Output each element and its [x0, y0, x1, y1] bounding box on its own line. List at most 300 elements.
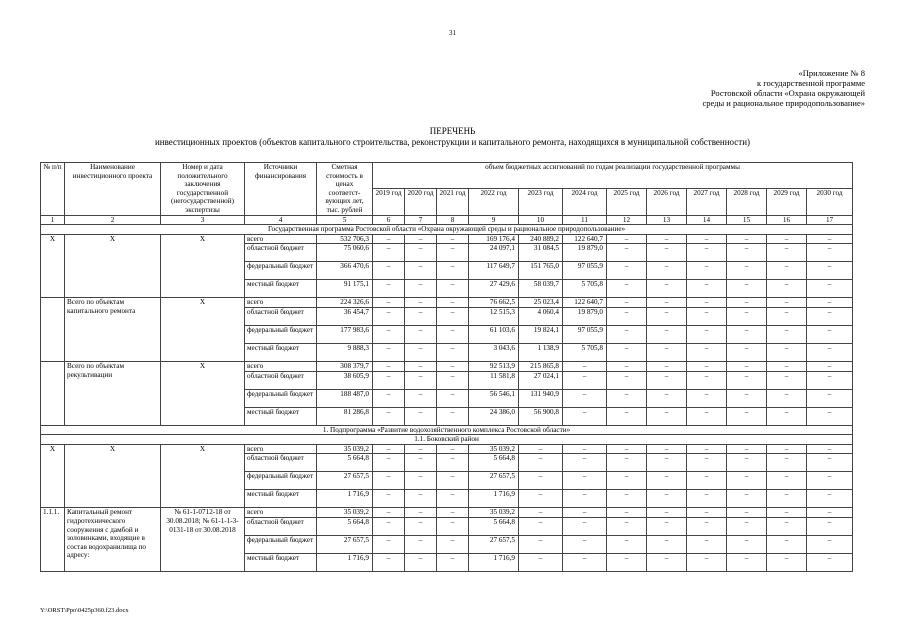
- amount-cell: –: [807, 454, 853, 472]
- amount-cell: –: [687, 361, 727, 371]
- amount-cell: –: [727, 389, 767, 407]
- amount-cell: –: [607, 472, 647, 490]
- amount-cell: –: [373, 280, 405, 298]
- project-name: Капитальный ремонт гидротехнического сооружения с дамбой и золовинками, входящие в состав водохранилища по адресу:: [65, 508, 161, 572]
- amount-cell: 19 879,0: [563, 244, 607, 262]
- expertise-info: Х: [161, 234, 245, 298]
- amount-cell: –: [373, 535, 405, 553]
- title-heading: ПЕРЕЧЕНЬ: [429, 126, 476, 136]
- expertise-info: Х: [161, 298, 245, 362]
- amount-cell: –: [647, 517, 687, 535]
- header-num: № п/п: [41, 163, 65, 216]
- header-year: 2023 год: [519, 189, 563, 215]
- file-path-footer: Y:\ORST\Ppo\0425p360.f23.docx: [40, 607, 129, 614]
- header-year: 2020 год: [405, 189, 437, 215]
- amount-cell: –: [727, 535, 767, 553]
- amount-cell: –: [437, 553, 469, 571]
- amount-cell: 532 706,3: [317, 234, 373, 244]
- table-row: [41, 444, 853, 454]
- amount-cell: –: [405, 535, 437, 553]
- amount-cell: –: [767, 244, 807, 262]
- amount-cell: 35 039,2: [469, 508, 519, 518]
- amount-cell: 11 581,8: [469, 371, 519, 389]
- amount-cell: –: [647, 553, 687, 571]
- amount-cell: –: [437, 490, 469, 508]
- amount-cell: 27 024,1: [519, 371, 563, 389]
- header-year: 2021 год: [437, 189, 469, 215]
- amount-cell: –: [373, 508, 405, 518]
- amount-cell: –: [563, 407, 607, 425]
- amount-cell: –: [727, 307, 767, 325]
- amount-cell: –: [647, 234, 687, 244]
- amount-cell: –: [437, 389, 469, 407]
- amount-cell: –: [405, 517, 437, 535]
- expertise-info: № 61-1-0712-18 от 30.08.2018; № 61-1-1-3-0131-18 от 30.08.2018: [161, 508, 245, 572]
- amount-cell: 56 546,1: [469, 389, 519, 407]
- amount-cell: –: [405, 361, 437, 371]
- amount-cell: 5 664,8: [317, 517, 373, 535]
- amount-cell: –: [519, 517, 563, 535]
- amount-cell: 91 175,1: [317, 280, 373, 298]
- amount-cell: –: [647, 298, 687, 308]
- amount-cell: –: [373, 361, 405, 371]
- table-row: [41, 508, 853, 518]
- amount-cell: –: [607, 280, 647, 298]
- amount-cell: –: [563, 553, 607, 571]
- amount-cell: –: [373, 244, 405, 262]
- amount-cell: 38 605,9: [317, 371, 373, 389]
- amount-cell: 122 640,7: [563, 298, 607, 308]
- amount-cell: –: [373, 343, 405, 361]
- appendix-line: к государственной программе: [756, 78, 865, 88]
- amount-cell: –: [405, 553, 437, 571]
- column-number: 1: [41, 215, 65, 225]
- funding-source: федеральный бюджет: [245, 472, 317, 490]
- amount-cell: –: [807, 535, 853, 553]
- amount-cell: –: [687, 517, 727, 535]
- amount-cell: –: [563, 517, 607, 535]
- column-number: 7: [405, 215, 437, 225]
- amount-cell: –: [437, 325, 469, 343]
- amount-cell: –: [727, 472, 767, 490]
- investment-projects-table: [40, 162, 853, 572]
- amount-cell: –: [727, 371, 767, 389]
- column-number: 10: [519, 215, 563, 225]
- amount-cell: –: [607, 454, 647, 472]
- subprogram-title-row: [41, 425, 853, 435]
- amount-cell: –: [647, 389, 687, 407]
- amount-cell: 27 657,5: [469, 535, 519, 553]
- amount-cell: –: [767, 262, 807, 280]
- amount-cell: –: [647, 361, 687, 371]
- amount-cell: –: [373, 517, 405, 535]
- amount-cell: –: [373, 407, 405, 425]
- column-number: 16: [767, 215, 807, 225]
- amount-cell: 9 888,3: [317, 343, 373, 361]
- amount-cell: 151 765,0: [519, 262, 563, 280]
- amount-cell: –: [807, 517, 853, 535]
- amount-cell: –: [687, 444, 727, 454]
- amount-cell: –: [687, 262, 727, 280]
- amount-cell: –: [767, 325, 807, 343]
- amount-cell: 35 039,2: [469, 444, 519, 454]
- amount-cell: –: [727, 490, 767, 508]
- amount-cell: –: [807, 444, 853, 454]
- amount-cell: –: [607, 490, 647, 508]
- amount-cell: –: [437, 361, 469, 371]
- funding-source: всего: [245, 444, 317, 454]
- amount-cell: –: [767, 234, 807, 244]
- header-year: 2030 год: [807, 189, 853, 215]
- funding-source: всего: [245, 298, 317, 308]
- amount-cell: –: [437, 454, 469, 472]
- amount-cell: –: [607, 553, 647, 571]
- amount-cell: –: [437, 343, 469, 361]
- table-row: [41, 234, 853, 244]
- amount-cell: –: [807, 307, 853, 325]
- column-number: 11: [563, 215, 607, 225]
- amount-cell: –: [373, 234, 405, 244]
- amount-cell: –: [405, 325, 437, 343]
- amount-cell: –: [767, 298, 807, 308]
- amount-cell: –: [767, 371, 807, 389]
- amount-cell: –: [437, 472, 469, 490]
- amount-cell: –: [405, 490, 437, 508]
- amount-cell: –: [727, 361, 767, 371]
- amount-cell: –: [647, 407, 687, 425]
- amount-cell: –: [373, 262, 405, 280]
- amount-cell: –: [405, 343, 437, 361]
- amount-cell: –: [687, 389, 727, 407]
- amount-cell: 1 716,9: [317, 490, 373, 508]
- amount-cell: –: [767, 389, 807, 407]
- amount-cell: –: [687, 280, 727, 298]
- amount-cell: 224 326,6: [317, 298, 373, 308]
- expertise-info: Х: [161, 444, 245, 508]
- header-year: 2027 год: [687, 189, 727, 215]
- header-cost: Сметная стоимость в ценах соответст-вующих лет, тыс. рублей: [317, 163, 373, 216]
- amount-cell: 5 664,8: [469, 517, 519, 535]
- amount-cell: –: [607, 307, 647, 325]
- funding-source: областной бюджет: [245, 454, 317, 472]
- amount-cell: –: [437, 407, 469, 425]
- title-subheading: инвестиционных проектов (объектов капитального строительства, реконструкции и капитального ремонта, находящихся в муниципальной собственности): [154, 137, 751, 147]
- amount-cell: –: [373, 490, 405, 508]
- amount-cell: –: [807, 343, 853, 361]
- document-title: [0, 126, 905, 148]
- table-row: [41, 298, 853, 308]
- subprogram-title: 1. Подпрограмма «Развитие водохозяйственного комплекса Ростовской области»: [41, 425, 853, 435]
- amount-cell: –: [519, 508, 563, 518]
- funding-source: местный бюджет: [245, 280, 317, 298]
- amount-cell: –: [687, 535, 727, 553]
- amount-cell: –: [727, 298, 767, 308]
- amount-cell: –: [373, 553, 405, 571]
- amount-cell: –: [727, 454, 767, 472]
- funding-source: областной бюджет: [245, 371, 317, 389]
- amount-cell: –: [607, 298, 647, 308]
- project-name: Всего по объектам капитального ремонта: [65, 298, 161, 362]
- amount-cell: –: [519, 535, 563, 553]
- amount-cell: –: [607, 371, 647, 389]
- amount-cell: 58 039,7: [519, 280, 563, 298]
- amount-cell: –: [437, 517, 469, 535]
- amount-cell: –: [647, 325, 687, 343]
- amount-cell: –: [687, 343, 727, 361]
- amount-cell: –: [373, 298, 405, 308]
- amount-cell: 76 662,5: [469, 298, 519, 308]
- amount-cell: 3 043,6: [469, 343, 519, 361]
- column-number: 5: [317, 215, 373, 225]
- column-number: 9: [469, 215, 519, 225]
- amount-cell: –: [519, 444, 563, 454]
- amount-cell: –: [563, 508, 607, 518]
- appendix-line: «Приложение № 8: [798, 68, 865, 78]
- amount-cell: –: [437, 307, 469, 325]
- header-budget: объем бюджетных ассигнований по годам реализации государственной программы: [373, 163, 853, 189]
- amount-cell: 1 716,9: [317, 553, 373, 571]
- amount-cell: –: [727, 244, 767, 262]
- table-row: [41, 361, 853, 371]
- column-number: 14: [687, 215, 727, 225]
- amount-cell: –: [807, 298, 853, 308]
- amount-cell: –: [767, 343, 807, 361]
- project-name: Х: [65, 444, 161, 508]
- amount-cell: –: [647, 508, 687, 518]
- amount-cell: –: [519, 490, 563, 508]
- column-number: 4: [245, 215, 317, 225]
- district-title-row: [41, 435, 853, 445]
- amount-cell: 308 379,7: [317, 361, 373, 371]
- amount-cell: –: [607, 262, 647, 280]
- amount-cell: –: [767, 407, 807, 425]
- amount-cell: –: [607, 234, 647, 244]
- amount-cell: –: [563, 371, 607, 389]
- amount-cell: –: [437, 244, 469, 262]
- amount-cell: –: [807, 490, 853, 508]
- amount-cell: 169 176,4: [469, 234, 519, 244]
- amount-cell: –: [373, 307, 405, 325]
- amount-cell: –: [437, 298, 469, 308]
- amount-cell: 5 664,8: [317, 454, 373, 472]
- amount-cell: –: [807, 361, 853, 371]
- amount-cell: 19 824,1: [519, 325, 563, 343]
- amount-cell: –: [767, 508, 807, 518]
- funding-source: областной бюджет: [245, 307, 317, 325]
- amount-cell: –: [807, 407, 853, 425]
- amount-cell: –: [647, 371, 687, 389]
- amount-cell: 27 657,5: [317, 472, 373, 490]
- header-year: 2029 год: [767, 189, 807, 215]
- amount-cell: –: [563, 490, 607, 508]
- amount-cell: 35 039,2: [317, 444, 373, 454]
- amount-cell: –: [607, 535, 647, 553]
- amount-cell: 215 865,8: [519, 361, 563, 371]
- funding-source: местный бюджет: [245, 553, 317, 571]
- amount-cell: –: [687, 234, 727, 244]
- amount-cell: –: [687, 454, 727, 472]
- amount-cell: –: [437, 262, 469, 280]
- amount-cell: 35 039,2: [317, 508, 373, 518]
- district-title: 1.1. Боковский район: [41, 435, 853, 445]
- amount-cell: –: [519, 454, 563, 472]
- column-number: 8: [437, 215, 469, 225]
- amount-cell: 5 664,8: [469, 454, 519, 472]
- amount-cell: –: [687, 553, 727, 571]
- amount-cell: –: [727, 280, 767, 298]
- header-expertise: Номер и дата положительного заключения государственной (негосударственной) экспертизы: [161, 163, 245, 216]
- amount-cell: 24 097,1: [469, 244, 519, 262]
- amount-cell: –: [563, 535, 607, 553]
- funding-source: областной бюджет: [245, 244, 317, 262]
- amount-cell: –: [767, 361, 807, 371]
- amount-cell: –: [647, 280, 687, 298]
- page-number: 31: [449, 29, 456, 37]
- amount-cell: 117 649,7: [469, 262, 519, 280]
- project-number: [41, 298, 65, 362]
- header-year: 2028 год: [727, 189, 767, 215]
- appendix-header: [702, 68, 865, 108]
- amount-cell: –: [437, 535, 469, 553]
- funding-source: федеральный бюджет: [245, 389, 317, 407]
- amount-cell: –: [607, 343, 647, 361]
- amount-cell: –: [405, 454, 437, 472]
- amount-cell: –: [563, 472, 607, 490]
- appendix-line: Ростовской области «Охрана окружающей: [710, 88, 865, 98]
- amount-cell: –: [647, 444, 687, 454]
- amount-cell: –: [519, 553, 563, 571]
- appendix-line: среды и рациональное природопользование»: [702, 98, 865, 108]
- amount-cell: –: [563, 361, 607, 371]
- amount-cell: 31 084,5: [519, 244, 563, 262]
- column-number: 3: [161, 215, 245, 225]
- column-number: 17: [807, 215, 853, 225]
- amount-cell: –: [807, 371, 853, 389]
- funding-source: местный бюджет: [245, 490, 317, 508]
- amount-cell: –: [647, 343, 687, 361]
- amount-cell: –: [727, 508, 767, 518]
- funding-source: всего: [245, 361, 317, 371]
- amount-cell: –: [647, 472, 687, 490]
- amount-cell: 97 055,9: [563, 262, 607, 280]
- amount-cell: –: [405, 280, 437, 298]
- amount-cell: –: [687, 407, 727, 425]
- amount-cell: –: [727, 343, 767, 361]
- amount-cell: 97 055,9: [563, 325, 607, 343]
- amount-cell: –: [405, 371, 437, 389]
- amount-cell: –: [405, 307, 437, 325]
- amount-cell: –: [807, 389, 853, 407]
- amount-cell: –: [687, 325, 727, 343]
- amount-cell: 27 657,5: [469, 472, 519, 490]
- amount-cell: 366 470,6: [317, 262, 373, 280]
- project-number: [41, 361, 65, 425]
- amount-cell: –: [373, 454, 405, 472]
- project-name: Всего по объектам рекультивации: [65, 361, 161, 425]
- amount-cell: 1 138,9: [519, 343, 563, 361]
- amount-cell: 131 940,9: [519, 389, 563, 407]
- column-number: 12: [607, 215, 647, 225]
- project-name: Х: [65, 234, 161, 298]
- amount-cell: –: [437, 371, 469, 389]
- amount-cell: –: [519, 472, 563, 490]
- header-year: 2019 год: [373, 189, 405, 215]
- amount-cell: –: [727, 407, 767, 425]
- funding-source: федеральный бюджет: [245, 325, 317, 343]
- amount-cell: –: [807, 508, 853, 518]
- amount-cell: –: [807, 472, 853, 490]
- amount-cell: 27 429,6: [469, 280, 519, 298]
- amount-cell: –: [807, 234, 853, 244]
- amount-cell: –: [767, 444, 807, 454]
- amount-cell: –: [373, 325, 405, 343]
- amount-cell: 122 640,7: [563, 234, 607, 244]
- expertise-info: Х: [161, 361, 245, 425]
- amount-cell: –: [767, 517, 807, 535]
- project-number: Х: [41, 444, 65, 508]
- amount-cell: –: [807, 553, 853, 571]
- amount-cell: –: [607, 389, 647, 407]
- amount-cell: 81 286,8: [317, 407, 373, 425]
- funding-source: федеральный бюджет: [245, 535, 317, 553]
- amount-cell: –: [767, 553, 807, 571]
- amount-cell: –: [767, 307, 807, 325]
- column-number: 6: [373, 215, 405, 225]
- amount-cell: –: [687, 508, 727, 518]
- amount-cell: –: [563, 454, 607, 472]
- amount-cell: –: [727, 553, 767, 571]
- funding-source: всего: [245, 234, 317, 244]
- amount-cell: –: [405, 244, 437, 262]
- amount-cell: 24 386,0: [469, 407, 519, 425]
- amount-cell: –: [687, 371, 727, 389]
- amount-cell: –: [767, 454, 807, 472]
- project-number: 1.1.1.: [41, 508, 65, 572]
- amount-cell: 75 060,6: [317, 244, 373, 262]
- amount-cell: 19 879,0: [563, 307, 607, 325]
- amount-cell: –: [687, 244, 727, 262]
- project-number: Х: [41, 234, 65, 298]
- amount-cell: –: [647, 244, 687, 262]
- column-number: 15: [727, 215, 767, 225]
- amount-cell: –: [437, 280, 469, 298]
- funding-source: федеральный бюджет: [245, 262, 317, 280]
- amount-cell: –: [373, 371, 405, 389]
- amount-cell: –: [767, 535, 807, 553]
- amount-cell: 5 705,8: [563, 280, 607, 298]
- header-year: 2024 год: [563, 189, 607, 215]
- amount-cell: –: [373, 389, 405, 407]
- amount-cell: 4 060,4: [519, 307, 563, 325]
- amount-cell: 240 889,2: [519, 234, 563, 244]
- amount-cell: –: [807, 280, 853, 298]
- amount-cell: 12 515,3: [469, 307, 519, 325]
- amount-cell: –: [607, 517, 647, 535]
- amount-cell: –: [647, 262, 687, 280]
- amount-cell: –: [563, 389, 607, 407]
- amount-cell: –: [405, 407, 437, 425]
- amount-cell: –: [607, 325, 647, 343]
- amount-cell: –: [727, 444, 767, 454]
- amount-cell: –: [647, 535, 687, 553]
- program-title: Государственная программа Ростовской области «Охрана окружающей среды и рациональное природопользование»: [41, 225, 853, 235]
- amount-cell: –: [607, 508, 647, 518]
- amount-cell: –: [767, 472, 807, 490]
- amount-cell: –: [405, 508, 437, 518]
- amount-cell: –: [405, 444, 437, 454]
- amount-cell: –: [607, 444, 647, 454]
- amount-cell: 1 716,9: [469, 490, 519, 508]
